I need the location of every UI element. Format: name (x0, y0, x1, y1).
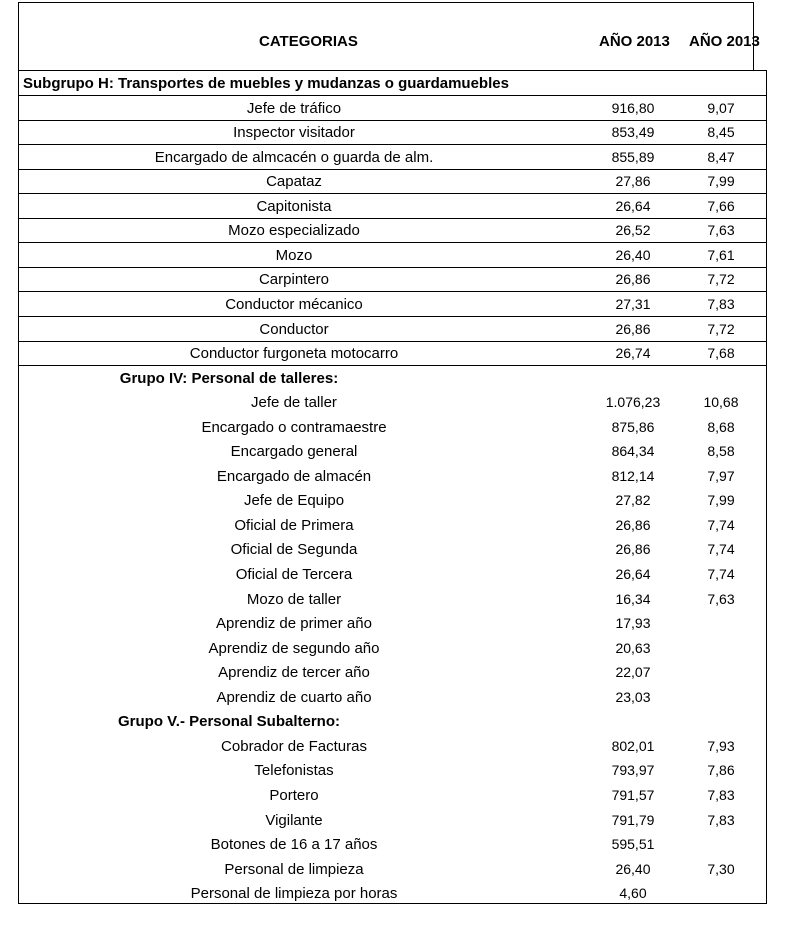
category-name: Aprendiz de cuarto año (216, 688, 372, 706)
table-row (19, 390, 766, 414)
value-year-1: 4,60 (619, 885, 647, 902)
value-year-2: 7,61 (707, 246, 735, 263)
value-year-1: 26,40 (615, 860, 651, 877)
value-year-1: 595,51 (611, 836, 655, 853)
value-year-2: 7,72 (707, 320, 735, 337)
table-row (19, 439, 766, 463)
group-title: Grupo V.- Personal Subalterno: (118, 713, 340, 731)
category-name: Encargado de almcacén o guarda de alm. (154, 148, 434, 166)
value-year-1: 26,64 (615, 197, 651, 214)
table-row (19, 611, 766, 635)
value-year-2: 7,83 (707, 811, 735, 828)
value-year-1: 864,34 (611, 443, 655, 460)
category-name: Jefe de Equipo (243, 492, 345, 510)
table-row (19, 513, 766, 537)
category-name: Encargado general (230, 443, 358, 461)
table-row (19, 783, 766, 807)
value-year-1: 855,89 (611, 148, 655, 165)
table-row (19, 317, 766, 342)
salary-table (18, 70, 767, 904)
table-row (19, 636, 766, 660)
category-name: Inspector visitador (233, 124, 355, 142)
value-year-2: 7,63 (707, 590, 735, 607)
value-year-1: 27,31 (615, 295, 651, 312)
category-name: Personal de limpieza (224, 860, 364, 878)
table-row (19, 464, 766, 488)
value-year-2: 7,74 (707, 516, 735, 533)
value-year-1: 27,86 (615, 173, 651, 190)
category-name: Mozo especializado (228, 222, 360, 240)
table-row (19, 488, 766, 512)
value-year-1: 26,52 (615, 222, 651, 239)
value-year-2: 7,66 (707, 197, 735, 214)
table-row (19, 685, 766, 709)
value-year-1: 26,86 (615, 271, 651, 288)
category-name: Portero (269, 786, 319, 804)
table-header (18, 2, 760, 70)
subgroup-h-heading (19, 71, 766, 96)
value-year-1: 22,07 (615, 664, 651, 681)
category-name: Encargado o contramaestre (201, 418, 387, 436)
category-name: Oficial de Primera (234, 516, 354, 534)
value-year-1: 802,01 (611, 737, 655, 754)
table-row (19, 194, 766, 219)
value-year-1: 26,64 (615, 566, 651, 582)
group-title: Grupo IV: Personal de talleres: (119, 369, 339, 387)
category-name: Capataz (266, 173, 322, 191)
value-year-1: 853,49 (611, 124, 655, 141)
category-name: Oficial de Tercera (235, 566, 353, 583)
category-name: Aprendiz de segundo año (208, 639, 380, 657)
value-year-1: 793,97 (611, 762, 655, 779)
value-year-1: 20,63 (615, 639, 651, 656)
value-year-2: 9,07 (707, 99, 735, 116)
category-name: Mozo de taller (246, 590, 342, 608)
table-row (19, 857, 766, 881)
table-row (19, 758, 766, 782)
category-name: Jefe de taller (251, 394, 337, 412)
value-year-1: 26,74 (615, 345, 651, 362)
value-year-1: 26,86 (615, 541, 651, 558)
table-row (19, 267, 766, 292)
table-row (19, 562, 766, 586)
category-name: Capitonista (256, 197, 332, 215)
value-year-2: 7,86 (707, 762, 735, 779)
value-year-1: 26,86 (615, 320, 651, 337)
category-name: Encargado de almacén (216, 467, 372, 485)
value-year-1: 23,03 (615, 688, 651, 705)
value-year-2: 7,83 (707, 786, 735, 803)
subgroup-title: Subgrupo H: Transportes de muebles y mudanzas o guardamuebles (23, 75, 509, 92)
value-year-2: 7,74 (707, 541, 735, 558)
value-year-2: 7,68 (707, 345, 735, 362)
table-row (19, 832, 766, 856)
value-year-1: 875,86 (611, 418, 655, 435)
value-year-1: 26,40 (615, 246, 651, 263)
value-year-1: 16,34 (615, 590, 651, 607)
category-name: Aprendiz de primer año (216, 615, 372, 633)
value-year-2: 10,68 (703, 394, 739, 411)
value-year-2: 7,97 (707, 467, 735, 484)
table-row (19, 96, 766, 121)
table-row (19, 292, 766, 317)
value-year-2: 8,45 (707, 124, 735, 141)
value-year-2: 7,99 (707, 492, 735, 509)
category-name: Telefonistas (254, 762, 334, 780)
category-name: Conductor (259, 320, 329, 338)
table-row (19, 808, 766, 832)
category-name: Cobrador de Facturas (221, 737, 367, 755)
value-year-2: 7,63 (707, 222, 735, 239)
header-year-1: AÑO 2013 (599, 33, 670, 50)
category-name: Conductor furgoneta motocarro (189, 345, 399, 363)
table-row (19, 415, 766, 439)
value-year-2: 8,58 (707, 443, 735, 460)
value-year-1: 26,86 (615, 516, 651, 533)
group-v-heading (19, 709, 766, 733)
value-year-2: 7,93 (707, 737, 735, 754)
value-year-2: 8,68 (707, 418, 735, 435)
header-categorias: CATEGORIAS (259, 33, 358, 50)
category-name: Conductor mécanico (225, 295, 363, 313)
table-row (19, 120, 766, 145)
value-year-2: 7,74 (707, 566, 735, 582)
category-name: Botones de 16 a 17 años (210, 836, 378, 854)
table-row (19, 734, 766, 758)
value-year-2: 7,99 (707, 173, 735, 190)
table-row (19, 587, 766, 611)
value-year-1: 27,82 (615, 492, 651, 509)
value-year-1: 17,93 (615, 615, 651, 632)
table-row (19, 169, 766, 194)
category-name: Carpintero (258, 271, 330, 289)
category-name: Jefe de tráfico (246, 99, 342, 117)
table-row (19, 341, 766, 366)
value-year-1: 812,14 (611, 467, 655, 484)
header-year-2: AÑO 2013 (689, 33, 760, 50)
category-name: Mozo (275, 246, 313, 264)
value-year-1: 791,79 (611, 811, 655, 828)
value-year-2: 7,72 (707, 271, 735, 288)
value-year-2: 7,83 (707, 295, 735, 312)
category-name: Personal de limpieza por horas (190, 885, 398, 903)
table-row (19, 537, 766, 561)
category-name: Vigilante (265, 811, 323, 829)
value-year-1: 791,57 (611, 786, 655, 803)
table-row (19, 243, 766, 268)
value-year-1: 916,80 (611, 99, 655, 116)
category-name: Oficial de Segunda (230, 541, 358, 559)
group-iv-heading (19, 366, 766, 390)
value-year-1: 1.076,23 (605, 394, 661, 411)
table-row (19, 145, 766, 170)
table-row (19, 660, 766, 684)
category-name: Aprendiz de tercer año (218, 664, 370, 682)
table-row (19, 881, 766, 905)
value-year-2: 7,30 (707, 860, 735, 877)
value-year-2: 8,47 (707, 148, 735, 165)
table-row (19, 218, 766, 243)
